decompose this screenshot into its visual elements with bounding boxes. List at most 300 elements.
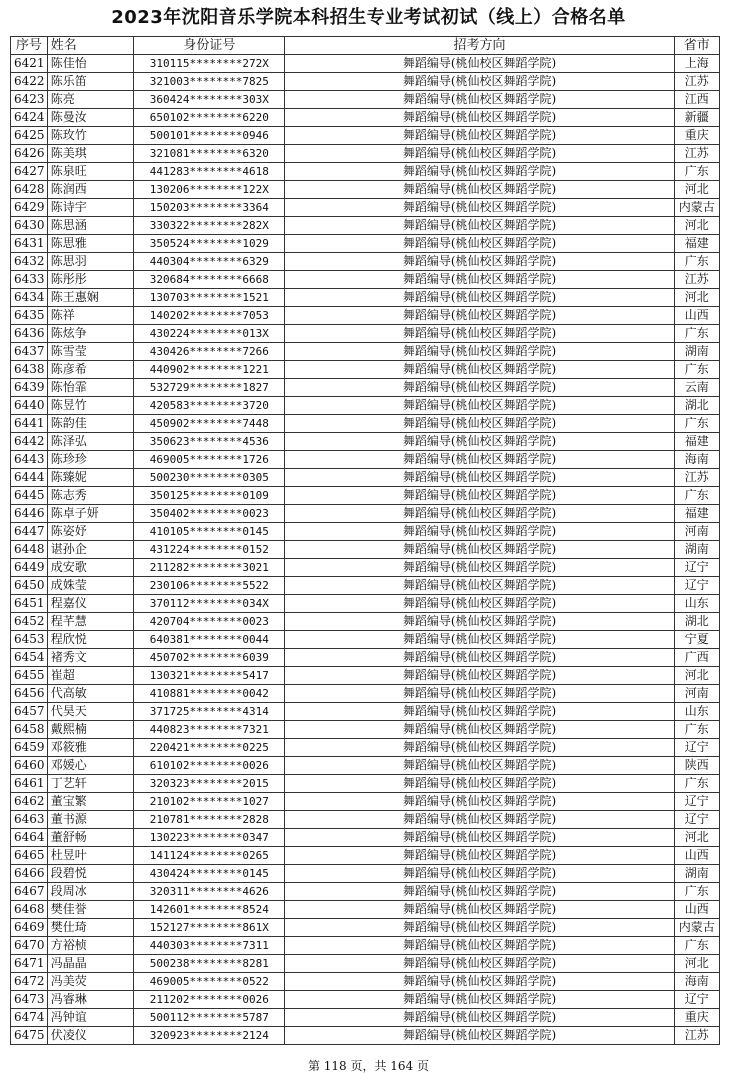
row-num: 6421 <box>11 55 48 73</box>
table-row <box>11 937 720 955</box>
row-province: 广东 <box>674 253 719 271</box>
row-id: 450902********7448 <box>134 415 285 433</box>
row-num: 6473 <box>11 991 48 1009</box>
table-row <box>11 973 720 991</box>
row-id: 640381********0044 <box>134 631 285 649</box>
row-province: 广东 <box>674 775 719 793</box>
row-name: 陈思羽 <box>47 253 133 271</box>
row-province: 广东 <box>674 721 719 739</box>
row-num: 6471 <box>11 955 48 973</box>
row-major: 舞蹈编导(桃仙校区舞蹈学院) <box>285 451 674 469</box>
row-province: 云南 <box>674 379 719 397</box>
row-id: 310115********272X <box>134 55 285 73</box>
row-num: 6433 <box>11 271 48 289</box>
row-id: 469005********1726 <box>134 451 285 469</box>
row-major: 舞蹈编导(桃仙校区舞蹈学院) <box>285 685 674 703</box>
row-num: 6448 <box>11 541 48 559</box>
row-id: 220421********0225 <box>134 739 285 757</box>
row-province: 辽宁 <box>674 577 719 595</box>
row-province: 内蒙古 <box>674 199 719 217</box>
row-name: 段周冰 <box>47 883 133 901</box>
table-row <box>11 739 720 757</box>
table-row <box>11 253 720 271</box>
row-name: 樊佳誉 <box>47 901 133 919</box>
row-province: 辽宁 <box>674 811 719 829</box>
row-province: 湖南 <box>674 865 719 883</box>
row-major: 舞蹈编导(桃仙校区舞蹈学院) <box>285 577 674 595</box>
row-major: 舞蹈编导(桃仙校区舞蹈学院) <box>285 181 674 199</box>
row-id: 431224********0152 <box>134 541 285 559</box>
table-row <box>11 289 720 307</box>
row-name: 谌孙企 <box>47 541 133 559</box>
row-province: 湖南 <box>674 541 719 559</box>
row-major: 舞蹈编导(桃仙校区舞蹈学院) <box>285 721 674 739</box>
row-num: 6458 <box>11 721 48 739</box>
row-num: 6453 <box>11 631 48 649</box>
row-num: 6422 <box>11 73 48 91</box>
table-row <box>11 145 720 163</box>
row-major: 舞蹈编导(桃仙校区舞蹈学院) <box>285 235 674 253</box>
row-province: 广东 <box>674 883 719 901</box>
row-id: 371725********4314 <box>134 703 285 721</box>
row-num: 6467 <box>11 883 48 901</box>
table-row <box>11 595 720 613</box>
row-id: 141124********0265 <box>134 847 285 865</box>
row-id: 210102********1027 <box>134 793 285 811</box>
table-row <box>11 811 720 829</box>
row-province: 河北 <box>674 667 719 685</box>
page-footer: 第 118 页，共 164 页 <box>307 1059 430 1073</box>
row-province: 广东 <box>674 487 719 505</box>
table-row <box>11 613 720 631</box>
row-major: 舞蹈编导(桃仙校区舞蹈学院) <box>285 1027 674 1045</box>
row-name: 冯钟谊 <box>47 1009 133 1027</box>
header-id: 身份证号 <box>134 37 285 55</box>
row-id: 370112********034X <box>134 595 285 613</box>
table-row <box>11 847 720 865</box>
row-name: 樊仕琦 <box>47 919 133 937</box>
row-province: 河南 <box>674 685 719 703</box>
table-row <box>11 325 720 343</box>
row-major: 舞蹈编导(桃仙校区舞蹈学院) <box>285 199 674 217</box>
row-province: 重庆 <box>674 127 719 145</box>
row-name: 程欣悦 <box>47 631 133 649</box>
row-num: 6438 <box>11 361 48 379</box>
table-row <box>11 487 720 505</box>
row-name: 陈思涵 <box>47 217 133 235</box>
row-num: 6468 <box>11 901 48 919</box>
row-province: 河北 <box>674 289 719 307</box>
row-id: 350125********0109 <box>134 487 285 505</box>
table-row <box>11 775 720 793</box>
row-name: 程嘉仪 <box>47 595 133 613</box>
row-province: 河南 <box>674 523 719 541</box>
row-major: 舞蹈编导(桃仙校区舞蹈学院) <box>285 973 674 991</box>
header-name: 姓名 <box>47 37 133 55</box>
row-id: 441283********4618 <box>134 163 285 181</box>
table-row <box>11 505 720 523</box>
row-province: 陕西 <box>674 757 719 775</box>
row-id: 440304********6329 <box>134 253 285 271</box>
row-num: 6465 <box>11 847 48 865</box>
row-name: 陈雪莹 <box>47 343 133 361</box>
row-name: 冯晶晶 <box>47 955 133 973</box>
row-num: 6437 <box>11 343 48 361</box>
table-row <box>11 919 720 937</box>
row-name: 陈诗宇 <box>47 199 133 217</box>
row-province: 江西 <box>674 91 719 109</box>
row-name: 董舒畅 <box>47 829 133 847</box>
row-id: 440303********7311 <box>134 937 285 955</box>
row-num: 6463 <box>11 811 48 829</box>
row-major: 舞蹈编导(桃仙校区舞蹈学院) <box>285 523 674 541</box>
table-row <box>11 379 720 397</box>
row-num: 6466 <box>11 865 48 883</box>
row-major: 舞蹈编导(桃仙校区舞蹈学院) <box>285 415 674 433</box>
row-id: 430424********0145 <box>134 865 285 883</box>
row-num: 6425 <box>11 127 48 145</box>
row-major: 舞蹈编导(桃仙校区舞蹈学院) <box>285 541 674 559</box>
row-major: 舞蹈编导(桃仙校区舞蹈学院) <box>285 631 674 649</box>
row-num: 6470 <box>11 937 48 955</box>
row-name: 戴熙楠 <box>47 721 133 739</box>
row-major: 舞蹈编导(桃仙校区舞蹈学院) <box>285 163 674 181</box>
row-name: 陈佳怡 <box>47 55 133 73</box>
row-num: 6427 <box>11 163 48 181</box>
row-province: 山东 <box>674 595 719 613</box>
row-name: 崔超 <box>47 667 133 685</box>
row-id: 330322********282X <box>134 217 285 235</box>
table-row <box>11 181 720 199</box>
row-major: 舞蹈编导(桃仙校区舞蹈学院) <box>285 253 674 271</box>
table-row <box>11 793 720 811</box>
row-name: 程芊慧 <box>47 613 133 631</box>
row-id: 320311********4626 <box>134 883 285 901</box>
row-num: 6475 <box>11 1027 48 1045</box>
row-name: 成姝莹 <box>47 577 133 595</box>
row-major: 舞蹈编导(桃仙校区舞蹈学院) <box>285 991 674 1009</box>
row-id: 500230********0305 <box>134 469 285 487</box>
row-id: 360424********303X <box>134 91 285 109</box>
row-num: 6464 <box>11 829 48 847</box>
row-major: 舞蹈编导(桃仙校区舞蹈学院) <box>285 325 674 343</box>
row-num: 6436 <box>11 325 48 343</box>
row-num: 6439 <box>11 379 48 397</box>
page-title: 2023年沈阳音乐学院本科招生专业考试初试（线上）合格名单 <box>111 7 626 28</box>
row-province: 广西 <box>674 649 719 667</box>
row-name: 陈润西 <box>47 181 133 199</box>
row-id: 321003********7825 <box>134 73 285 91</box>
row-province: 宁夏 <box>674 631 719 649</box>
row-name: 陈泽弘 <box>47 433 133 451</box>
row-major: 舞蹈编导(桃仙校区舞蹈学院) <box>285 487 674 505</box>
row-id: 500112********5787 <box>134 1009 285 1027</box>
row-id: 469005********0522 <box>134 973 285 991</box>
row-major: 舞蹈编导(桃仙校区舞蹈学院) <box>285 343 674 361</box>
row-id: 410105********0145 <box>134 523 285 541</box>
row-province: 福建 <box>674 505 719 523</box>
row-name: 陈怡霏 <box>47 379 133 397</box>
row-name: 冯美荧 <box>47 973 133 991</box>
row-name: 成安歌 <box>47 559 133 577</box>
table-row <box>11 685 720 703</box>
row-num: 6460 <box>11 757 48 775</box>
row-num: 6461 <box>11 775 48 793</box>
table-row <box>11 109 720 127</box>
row-major: 舞蹈编导(桃仙校区舞蹈学院) <box>285 289 674 307</box>
row-num: 6457 <box>11 703 48 721</box>
row-id: 450702********6039 <box>134 649 285 667</box>
row-id: 350524********1029 <box>134 235 285 253</box>
row-province: 辽宁 <box>674 793 719 811</box>
row-province: 江苏 <box>674 469 719 487</box>
row-num: 6440 <box>11 397 48 415</box>
row-province: 河北 <box>674 217 719 235</box>
table-row <box>11 1009 720 1027</box>
row-name: 陈亮 <box>47 91 133 109</box>
row-id: 350402********0023 <box>134 505 285 523</box>
table-row <box>11 883 720 901</box>
row-province: 湖北 <box>674 613 719 631</box>
row-province: 内蒙古 <box>674 919 719 937</box>
row-province: 上海 <box>674 55 719 73</box>
row-province: 福建 <box>674 433 719 451</box>
row-name: 邓媛心 <box>47 757 133 775</box>
row-num: 6450 <box>11 577 48 595</box>
row-id: 130223********0347 <box>134 829 285 847</box>
row-major: 舞蹈编导(桃仙校区舞蹈学院) <box>285 595 674 613</box>
table-row <box>11 127 720 145</box>
row-province: 江苏 <box>674 271 719 289</box>
table-row <box>11 721 720 739</box>
row-name: 陈炫争 <box>47 325 133 343</box>
table-row <box>11 73 720 91</box>
row-major: 舞蹈编导(桃仙校区舞蹈学院) <box>285 667 674 685</box>
table-row <box>11 523 720 541</box>
row-province: 广东 <box>674 325 719 343</box>
row-name: 董宝繁 <box>47 793 133 811</box>
row-major: 舞蹈编导(桃仙校区舞蹈学院) <box>285 829 674 847</box>
row-major: 舞蹈编导(桃仙校区舞蹈学院) <box>285 847 674 865</box>
table-body <box>11 55 720 1045</box>
row-province: 山西 <box>674 307 719 325</box>
row-name: 陈志秀 <box>47 487 133 505</box>
table-row <box>11 433 720 451</box>
row-major: 舞蹈编导(桃仙校区舞蹈学院) <box>285 757 674 775</box>
header-row <box>11 37 720 55</box>
row-province: 广东 <box>674 415 719 433</box>
row-id: 130321********5417 <box>134 667 285 685</box>
row-num: 6435 <box>11 307 48 325</box>
row-num: 6434 <box>11 289 48 307</box>
row-major: 舞蹈编导(桃仙校区舞蹈学院) <box>285 271 674 289</box>
row-num: 6424 <box>11 109 48 127</box>
row-id: 320923********2124 <box>134 1027 285 1045</box>
table-row <box>11 829 720 847</box>
row-id: 430426********7266 <box>134 343 285 361</box>
row-major: 舞蹈编导(桃仙校区舞蹈学院) <box>285 397 674 415</box>
row-id: 430224********013X <box>134 325 285 343</box>
row-major: 舞蹈编导(桃仙校区舞蹈学院) <box>285 919 674 937</box>
row-num: 6441 <box>11 415 48 433</box>
row-name: 陈玫竹 <box>47 127 133 145</box>
row-id: 610102********0026 <box>134 757 285 775</box>
row-major: 舞蹈编导(桃仙校区舞蹈学院) <box>285 127 674 145</box>
table-row <box>11 1027 720 1045</box>
row-id: 420583********3720 <box>134 397 285 415</box>
row-id: 211202********0026 <box>134 991 285 1009</box>
row-num: 6474 <box>11 1009 48 1027</box>
table-row <box>11 361 720 379</box>
row-id: 130206********122X <box>134 181 285 199</box>
row-major: 舞蹈编导(桃仙校区舞蹈学院) <box>285 145 674 163</box>
row-num: 6431 <box>11 235 48 253</box>
row-major: 舞蹈编导(桃仙校区舞蹈学院) <box>285 649 674 667</box>
row-num: 6442 <box>11 433 48 451</box>
table-row <box>11 703 720 721</box>
row-id: 320323********2015 <box>134 775 285 793</box>
row-name: 陈韵佳 <box>47 415 133 433</box>
row-province: 海南 <box>674 973 719 991</box>
row-name: 陈曼汝 <box>47 109 133 127</box>
row-num: 6452 <box>11 613 48 631</box>
row-major: 舞蹈编导(桃仙校区舞蹈学院) <box>285 937 674 955</box>
row-num: 6462 <box>11 793 48 811</box>
row-name: 陈祥 <box>47 307 133 325</box>
table-row <box>11 955 720 973</box>
row-id: 152127********861X <box>134 919 285 937</box>
row-name: 陈乐笛 <box>47 73 133 91</box>
row-province: 江苏 <box>674 145 719 163</box>
row-major: 舞蹈编导(桃仙校区舞蹈学院) <box>285 55 674 73</box>
table-row <box>11 91 720 109</box>
table-row <box>11 271 720 289</box>
table-header <box>11 37 720 55</box>
row-num: 6449 <box>11 559 48 577</box>
row-major: 舞蹈编导(桃仙校区舞蹈学院) <box>285 361 674 379</box>
row-num: 6472 <box>11 973 48 991</box>
row-province: 湖北 <box>674 397 719 415</box>
row-id: 210781********2828 <box>134 811 285 829</box>
row-province: 广东 <box>674 163 719 181</box>
row-province: 山西 <box>674 901 719 919</box>
table-row <box>11 451 720 469</box>
row-major: 舞蹈编导(桃仙校区舞蹈学院) <box>285 217 674 235</box>
row-id: 140202********7053 <box>134 307 285 325</box>
row-major: 舞蹈编导(桃仙校区舞蹈学院) <box>285 901 674 919</box>
row-major: 舞蹈编导(桃仙校区舞蹈学院) <box>285 775 674 793</box>
row-province: 山西 <box>674 847 719 865</box>
row-num: 6443 <box>11 451 48 469</box>
row-name: 代高敏 <box>47 685 133 703</box>
table-row <box>11 397 720 415</box>
row-name: 丁艺轩 <box>47 775 133 793</box>
row-major: 舞蹈编导(桃仙校区舞蹈学院) <box>285 613 674 631</box>
row-name: 段碧悦 <box>47 865 133 883</box>
row-num: 6455 <box>11 667 48 685</box>
row-major: 舞蹈编导(桃仙校区舞蹈学院) <box>285 109 674 127</box>
row-province: 新疆 <box>674 109 719 127</box>
row-num: 6423 <box>11 91 48 109</box>
table-row <box>11 577 720 595</box>
row-province: 河北 <box>674 955 719 973</box>
row-province: 辽宁 <box>674 559 719 577</box>
row-num: 6469 <box>11 919 48 937</box>
header-num: 序号 <box>11 37 48 55</box>
row-province: 广东 <box>674 361 719 379</box>
row-id: 500101********0946 <box>134 127 285 145</box>
row-name: 陈臻妮 <box>47 469 133 487</box>
row-province: 河北 <box>674 181 719 199</box>
row-id: 410881********0042 <box>134 685 285 703</box>
table-row <box>11 469 720 487</box>
row-num: 6444 <box>11 469 48 487</box>
table-row <box>11 343 720 361</box>
row-name: 陈彦希 <box>47 361 133 379</box>
table-row <box>11 667 720 685</box>
row-province: 江苏 <box>674 1027 719 1045</box>
row-name: 冯睿琳 <box>47 991 133 1009</box>
row-major: 舞蹈编导(桃仙校区舞蹈学院) <box>285 469 674 487</box>
row-num: 6445 <box>11 487 48 505</box>
table-row <box>11 901 720 919</box>
row-major: 舞蹈编导(桃仙校区舞蹈学院) <box>285 793 674 811</box>
roster-table <box>10 36 720 1045</box>
row-name: 邓筱雅 <box>47 739 133 757</box>
row-num: 6432 <box>11 253 48 271</box>
row-id: 230106********5522 <box>134 577 285 595</box>
row-name: 陈王惠娴 <box>47 289 133 307</box>
row-id: 500238********8281 <box>134 955 285 973</box>
table-row <box>11 199 720 217</box>
row-major: 舞蹈编导(桃仙校区舞蹈学院) <box>285 739 674 757</box>
row-province: 江苏 <box>674 73 719 91</box>
row-major: 舞蹈编导(桃仙校区舞蹈学院) <box>285 865 674 883</box>
row-name: 陈泉旺 <box>47 163 133 181</box>
row-province: 辽宁 <box>674 739 719 757</box>
row-province: 湖南 <box>674 343 719 361</box>
row-name: 杜昱叶 <box>47 847 133 865</box>
table-row <box>11 235 720 253</box>
row-name: 陈彤彤 <box>47 271 133 289</box>
row-major: 舞蹈编导(桃仙校区舞蹈学院) <box>285 307 674 325</box>
row-num: 6456 <box>11 685 48 703</box>
row-province: 河北 <box>674 829 719 847</box>
row-id: 532729********1827 <box>134 379 285 397</box>
row-num: 6454 <box>11 649 48 667</box>
row-num: 6426 <box>11 145 48 163</box>
row-major: 舞蹈编导(桃仙校区舞蹈学院) <box>285 379 674 397</box>
row-major: 舞蹈编导(桃仙校区舞蹈学院) <box>285 433 674 451</box>
row-id: 440902********1221 <box>134 361 285 379</box>
table-row <box>11 991 720 1009</box>
row-name: 陈卓子妍 <box>47 505 133 523</box>
row-name: 陈珍珍 <box>47 451 133 469</box>
row-major: 舞蹈编导(桃仙校区舞蹈学院) <box>285 505 674 523</box>
row-name: 褚秀文 <box>47 649 133 667</box>
row-num: 6446 <box>11 505 48 523</box>
row-id: 650102********6220 <box>134 109 285 127</box>
table-row <box>11 415 720 433</box>
row-id: 150203********3364 <box>134 199 285 217</box>
row-id: 321081********6320 <box>134 145 285 163</box>
row-num: 6451 <box>11 595 48 613</box>
row-major: 舞蹈编导(桃仙校区舞蹈学院) <box>285 73 674 91</box>
header-major: 招考方向 <box>285 37 674 55</box>
row-id: 350623********4536 <box>134 433 285 451</box>
table-row <box>11 757 720 775</box>
table-row <box>11 541 720 559</box>
